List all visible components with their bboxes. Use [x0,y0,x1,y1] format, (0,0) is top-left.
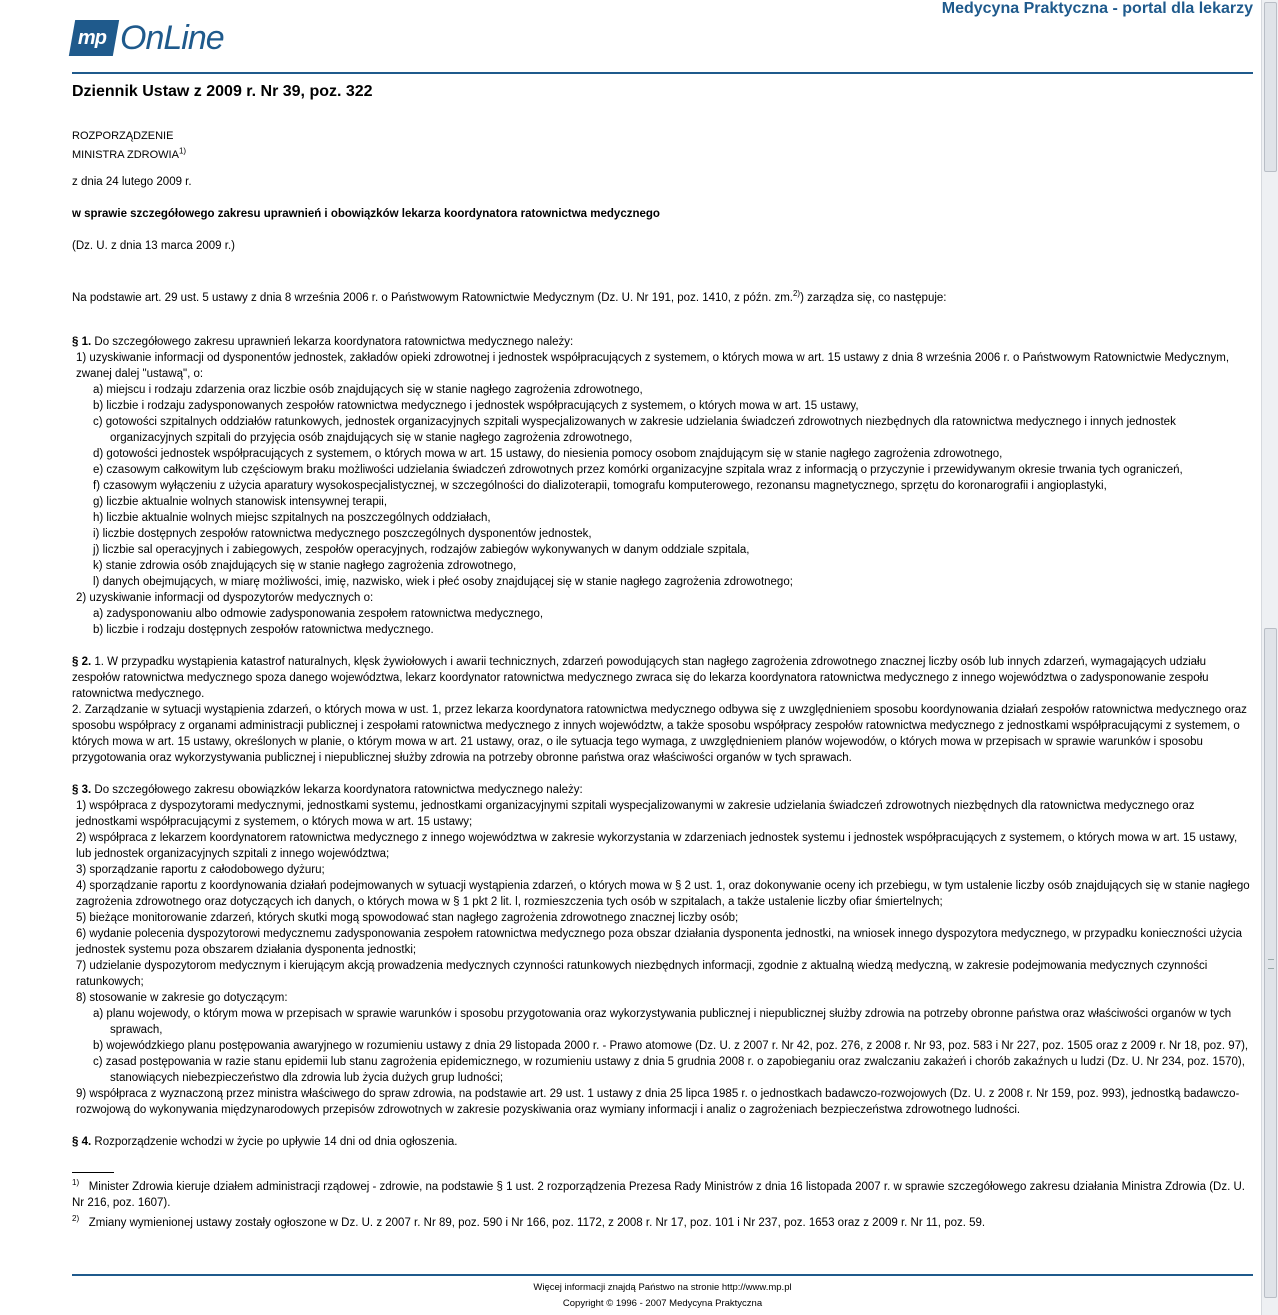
section-1-intro-text: Do szczegółowego zakresu uprawnień lekarza koordynatora ratownictwa medycznego należy: [91,336,574,348]
footnote-1 [72,1179,1253,1211]
list-item: b) liczbie i rodzaju dostępnych zespołów ratownictwa medycznego. [93,624,434,636]
scrollbar-grip-icon [1268,959,1274,969]
list-item: b) liczbie i rodzaju zadysponowanych zespołów ratownictwa medycznego i jednostek współpracujących z systemem, o których mowa w art. 15 ustawy, [93,400,859,412]
section-4-mark: § 4. [72,1136,92,1148]
list-item: a) planu wojewody, o którym mowa w przepisach w sprawie warunków i sposobu przygotowania oraz wykorzystywania publicznej i niepublicznej służby zdrowia na potrzeby obronne państwa oraz właściwości organów w tych sprawach, [93,1008,1232,1036]
section-2-par-2: 2. Zarządzanie w sytuacji wystąpienia zdarzeń, o których mowa w ust. 1, przez lekarza koordynatora ratownictwa medycznego odbywa się z uwzględnieniem sposobu koordynowania działań zespołów ratownictwa medycznego oraz sposobu współpracy z organami administracji publicznej i zespołami ratownictwa medycznego z innych województw, a także sposobu współpracy zespołów ratownictwa medycznego z jednostkami współpracującymi z systemem, o których mowa w art. 15 ustawy, określonych w planie, o którym mowa w art. 21 ustawy, oraz, o ile sytuacja tego wymaga, z uwzględnieniem planów wojewodów, o których mowa w przepisach w sprawie warunków i sposobu przygotowania oraz wykorzystywania publicznej i niepublicznej służby zdrowia na potrzeby obronne państwa oraz właściwości organów w tych sprawach. [72,704,1247,764]
list-item: i) liczbie dostępnych zespołów ratownictwa medycznego poszczególnych dysponentów jednostek, [93,528,592,540]
section-3 [72,782,1253,1118]
list-item: f) czasowym wyłączeniu z użycia aparatury wysokospecjalistycznej, w szczególności do dializoterapii, tomografu komputerowego, rezonansu magnetycznego, sprzętu do koronarografii i angioplastyki, [93,480,1107,492]
section-1-mark: § 1. [72,336,92,348]
list-item: j) liczbie sal operacyjnych i zabiegowych, zespołów operacyjnych, rodzajów zabiegów wykonywanych w danym oddziale szpitala, [93,544,750,556]
section-2-par-1 [72,654,1253,702]
footer [72,1274,1253,1312]
list-item: a) zadysponowaniu albo odmowie zadysponowania zespołem ratownictwa medycznego, [93,608,544,620]
list-item: c) gotowości szpitalnych oddziałów ratunkowych, jednostek organizacyjnych szpitali wyspecjalizowanych w zakresie udzielania świadczeń zdrowotnych niezbędnych dla ratownictwa medycznego i innych jednostek organizacyjnych szpitali do przyjęcia osób znajdujących się w stanie nagłego zagrożenia zdrowotnego, [93,416,1176,444]
footnote-1-number: 1) [72,1178,80,1188]
section-2-mark: § 2. [72,656,92,668]
authority-footnote-ref[interactable]: 1) [178,146,187,156]
doc-authority [72,144,1253,166]
list-item: c) zasad postępowania w razie stanu epidemii lub stanu zagrożenia epidemicznego, w rozumieniu ustawy z dnia 5 grudnia 2008 r. o zapobieganiu oraz zwalczaniu zakażeń i chorób zakaźnych u ludzi (Dz. U. Nr 234, poz. 1570), stanowiących niebezpieczeństwo dla zdrowia lub życia dużych grup ludności; [93,1056,1245,1084]
basis-footnote-ref[interactable]: 2) [792,289,801,299]
footnote-2 [72,1215,1253,1231]
footnote-2-text: Zmiany wymienionej ustawy zostały ogłoszone w Dz. U. z 2007 r. Nr 89, poz. 590 i Nr 166, poz. 1172, z 2008 r. Nr 17, poz. 101 i Nr 237, poz. 1653 oraz z 2009 r. Nr 11, poz. 59. [88,1217,986,1229]
logo-mark [69,20,119,56]
page [72,0,1253,1309]
list-item: 2) współpraca z lekarzem koordynatorem ratownictwa medycznego z innego województwa w zakresie wykorzystania w zdarzeniach jednostek systemu i jednostek współpracujących z systemem, o których mowa w art. 15 ustawy, lub jednostek organizacyjnych szpitali z innego województwa; [76,832,1238,860]
list-item: b) wojewódzkiego planu postępowania awaryjnego w rozumieniu ustawy z dnia 29 listopada 2000 r. - Prawo atomowe (Dz. U. z 2007 r. Nr 42, poz. 276, z 2008 r. Nr 93, poz. 583 i Nr 227, poz. 1505 oraz z 2009 r. Nr 18, poz. 97), [93,1040,1249,1052]
list-item: 5) bieżące monitorowanie zdarzeń, których skutki mogą spowodować stan nagłego zagrożenia zdrowotnego znacznej liczby osób; [76,912,739,924]
section-1-intro [72,334,1253,350]
list-item: l) danych obejmujących, w miarę możliwości, imię, nazwisko, wiek i płeć osoby znajdującej się w stanie nagłego zagrożenia zdrowotnego; [93,576,793,588]
list-item: 7) udzielanie dyspozytorom medycznym i kierującym akcją prowadzenia medycznych czynności ratunkowych niezbędnych informacji, zgodnie z aktualną wiedzą medyczną, w zakresie podejmowania medycznych czynności ratunkowych; [76,960,1208,988]
list-item: h) liczbie aktualnie wolnych miejsc szpitalnych na poszczególnych oddziałach, [93,512,491,524]
portal-link[interactable]: Medycyna Praktyczna - portal dla lekarzy [941,0,1253,17]
section-2 [72,654,1253,766]
basis-text-end: ) zarządza się, co następuje: [800,292,947,304]
section-4-text: Rozporządzenie wchodzi w życie po upływie 14 dni od dnia ogłoszenia. [91,1136,458,1148]
list-item: 4) sporządzanie raportu z koordynowania działań podejmowanych w sytuacji wystąpienia zdarzeń, o których mowa w § 2 ust. 1, oraz dokonywanie oceny ich przebiegu, w tym ustalenie liczby osób znajdujących się w stanie nagłego zagrożenia zdrowotnego oraz dotyczących ich danych, o których mowa w § 1 pkt 2 lit. l, rozmieszczenia tych osób w szpitalach, a także ustalenie liczby ofiar śmiertelnych; [76,880,1250,908]
doc-type: ROZPORZĄDZENIE [72,130,174,142]
logo-text: OnLine [120,18,224,57]
scrollbar-thumb[interactable] [1264,628,1277,1298]
copyright: Copyright © 1996 - 2007 Medycyna Praktyczna [562,1298,763,1309]
section-3-intro [72,782,1253,798]
mp-online-logo[interactable] [72,18,224,58]
list-item: d) gotowości jednostek współpracujących z systemem, o których mowa w art. 15 ustawy, do niesienia pomocy osobom znajdującym się w stanie nagłego zagrożenia zdrowotnego, [93,448,1003,460]
doc-basis [72,290,1253,306]
doc-date: z dnia 24 lutego 2009 r. [72,176,192,188]
section-1-point-2: 2) uzyskiwanie informacji od dyspozytorów medycznych o: [76,592,374,604]
page-title: Dziennik Ustaw z 2009 r. Nr 39, poz. 322 [72,83,373,100]
section-2-par-1-text: 1. W przypadku wystąpienia katastrof naturalnych, klęsk żywiołowych i awarii technicznych, zdarzeń powodujących stan nagłego zagrożenia zdrowotnego znacznej liczby osób lub innych zdarzeń, wymagających udziału zespołów ratownictwa medycznego spoza danego województwa, lekarz koordynator ratownictwa medycznego zwraca się do lekarza koordynatora ratownictwa medycznego z innego województwa o zadysponowanie zespołu ratownictwa medycznego. [72,656,1209,700]
section-1 [72,334,1253,638]
scrollbar-track-upper[interactable] [1264,2,1277,172]
list-item: 1) współpraca z dyspozytorami medycznymi, jednostkami systemu, jednostkami organizacyjnymi szpitali wyspecjalizowanymi w zakresie udzielania świadczeń zdrowotnych niezbędnych dla ratownictwa medycznego oraz jednostkami współpracującymi z systemem, o których mowa w art. 15 ustawy; [76,800,1195,828]
list-item: k) stanie zdrowia osób znajdujących się w stanie nagłego zagrożenia zdrowotnego, [93,560,517,572]
header [72,0,1253,74]
list-item: 6) wydanie polecenia dyspozytorowi medycznemu zadysponowania zespołem ratownictwa medycznego poza obszar działania dysponenta jednostki, na wniosek innego dyspozytora medycznego, w przypadku konieczności użycia jednostek systemu poza obszarem działania dysponenta jednostki; [76,928,1242,956]
section-3-mark: § 3. [72,784,92,796]
list-item: 8) stosowanie w zakresie go dotyczącym: [76,992,288,1004]
list-item: 9) współpraca z wyznaczoną przez ministra właściwego do spraw zdrowia, na podstawie art. 29 ust. 1 ustawy z dnia 25 lipca 1985 r. o jednostkach badawczo-rozwojowych (Dz. U. z 2008 r. Nr 159, poz. 993), jednostką badawczo-rozwojową do wykonywania międzynarodowych przepisów zdrowotnych w zakresie pozyskiwania oraz wymiany informacji i analiz o zagrożeniach bezpieczeństwa zdrowotnego ludności. [76,1088,1240,1116]
logo-mark-text: mp [77,27,106,49]
section-4 [72,1134,1253,1150]
authority-text: MINISTRA ZDROWIA [72,149,179,161]
doc-subject: w sprawie szczegółowego zakresu uprawnień i obowiązków lekarza koordynatora ratownictwa medycznego [72,208,660,220]
section-3-intro-text: Do szczegółowego zakresu obowiązków lekarza koordynatora ratownictwa medycznego należy: [91,784,583,796]
document-body [72,128,1253,1231]
more-info-link[interactable]: Więcej informacji znajdą Państwo na stronie http://www.mp.pl [533,1282,792,1293]
list-item: e) czasowym całkowitym lub częściowym braku możliwości udzielania świadczeń zdrowotnych przez komórki organizacyjne szpitala wraz z informacją o przyczynie i przewidywanym okresie trwania tych ograniczeń, [93,464,1183,476]
list-item: g) liczbie aktualnie wolnych stanowisk intensywnej terapii, [93,496,388,508]
footnotes [72,1179,1253,1231]
section-1-point-1: 1) uzyskiwanie informacji od dysponentów jednostek, zakładów opieki zdrowotnej i jednostek współpracujących z systemem, o których mowa w art. 15 ustawy z dnia 8 września 2006 r. o Państwowym Ratownictwie Medycznym, zwanej dalej "ustawą", o: [76,352,1230,380]
footnote-divider [72,1172,114,1173]
basis-text: Na podstawie art. 29 ust. 5 ustawy z dnia 8 września 2006 r. o Państwowym Ratownictwie Medycznym (Dz. U. Nr 191, poz. 1410, z późn. zm. [72,292,793,304]
vertical-scrollbar[interactable] [1261,0,1278,1315]
list-item: a) miejscu i rodzaju zdarzenia oraz liczbie osób znajdujących się w stanie nagłego zagrożenia zdrowotnego, [93,384,643,396]
doc-publication: (Dz. U. z dnia 13 marca 2009 r.) [72,240,235,252]
list-item: 3) sporządzanie raportu z całodobowego dyżuru; [76,864,325,876]
footnote-2-number: 2) [72,1214,80,1224]
footnote-1-text: Minister Zdrowia kieruje działem administracji rządowej - zdrowie, na podstawie § 1 ust. 2 rozporządzenia Prezesa Rady Ministrów z dnia 16 listopada 2007 r. w sprawie szczegółowego zakresu działania Ministra Zdrowia (Dz. U. Nr 216, poz. 1607). [72,1181,1245,1209]
